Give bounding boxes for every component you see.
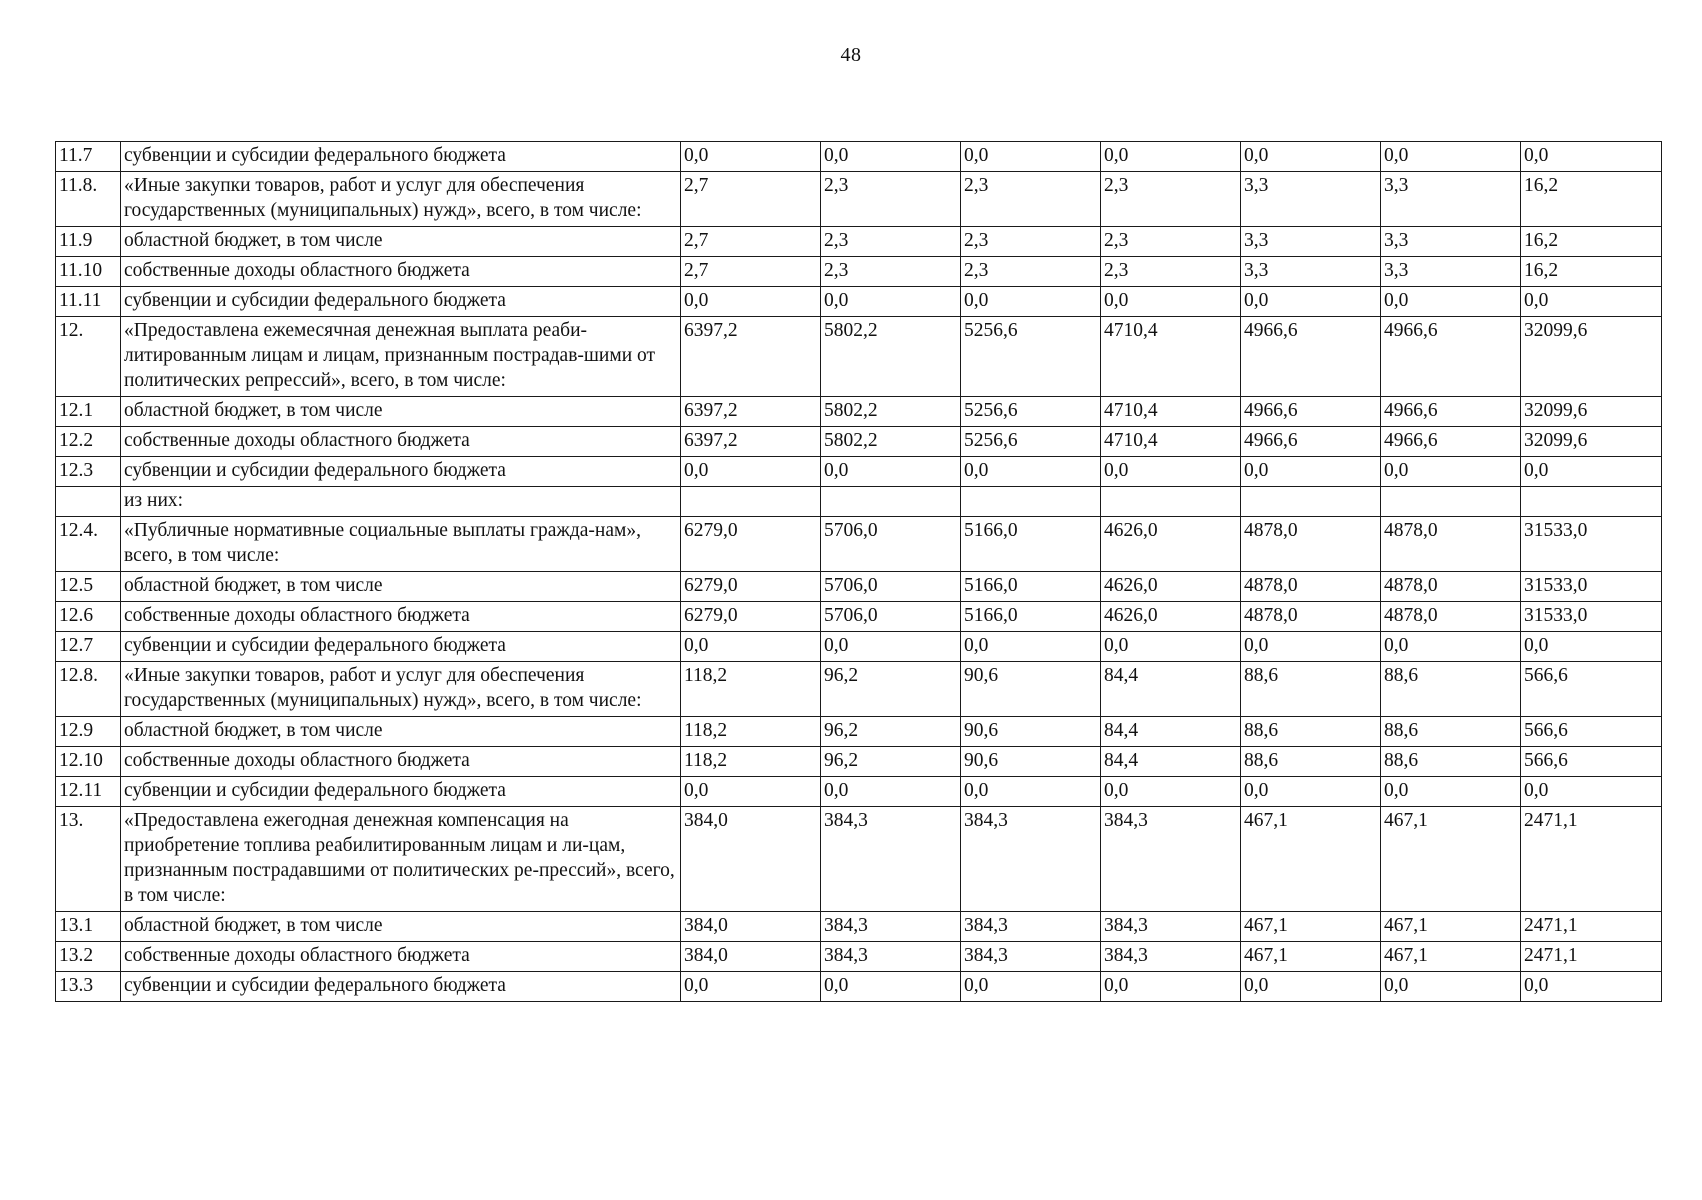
table-row (56, 487, 1662, 517)
value-cell: 4966,6 (1241, 397, 1381, 427)
row-number-cell: 12.9 (56, 717, 121, 747)
value-cell: 2,3 (821, 172, 961, 227)
value-cell: 0,0 (1241, 457, 1381, 487)
value-cell: 4966,6 (1241, 317, 1381, 397)
value-cell: 6397,2 (681, 427, 821, 457)
value-cell: 0,0 (961, 777, 1101, 807)
value-cell: 5166,0 (961, 602, 1101, 632)
value-cell: 88,6 (1381, 717, 1521, 747)
table-row (56, 397, 1662, 427)
table-row (56, 572, 1662, 602)
value-cell: 4878,0 (1381, 572, 1521, 602)
value-cell: 0,0 (961, 142, 1101, 172)
value-cell: 0,0 (961, 972, 1101, 1002)
value-cell: 0,0 (1101, 142, 1241, 172)
row-number-cell: 11.8. (56, 172, 121, 227)
value-cell: 0,0 (1381, 972, 1521, 1002)
value-cell: 384,0 (681, 912, 821, 942)
table-row (56, 142, 1662, 172)
total-value-cell: 0,0 (1521, 777, 1662, 807)
value-cell: 84,4 (1101, 662, 1241, 717)
value-cell: 96,2 (821, 747, 961, 777)
total-value-cell: 31533,0 (1521, 602, 1662, 632)
value-cell: 0,0 (1101, 287, 1241, 317)
table-row (56, 517, 1662, 572)
row-name-cell: областной бюджет, в том числе (121, 397, 681, 427)
value-cell: 5706,0 (821, 572, 961, 602)
value-cell: 4878,0 (1381, 602, 1521, 632)
value-cell: 2,3 (961, 172, 1101, 227)
value-cell: 6279,0 (681, 517, 821, 572)
row-number-cell: 11.7 (56, 142, 121, 172)
value-cell: 6279,0 (681, 572, 821, 602)
value-cell: 96,2 (821, 662, 961, 717)
table-row (56, 717, 1662, 747)
total-value-cell: 566,6 (1521, 662, 1662, 717)
value-cell: 88,6 (1241, 717, 1381, 747)
value-cell: 5802,2 (821, 427, 961, 457)
row-name-cell: областной бюджет, в том числе (121, 717, 681, 747)
value-cell: 0,0 (1101, 972, 1241, 1002)
row-name-cell: собственные доходы областного бюджета (121, 257, 681, 287)
value-cell (961, 487, 1101, 517)
value-cell: 4710,4 (1101, 317, 1241, 397)
value-cell: 0,0 (1381, 632, 1521, 662)
value-cell: 90,6 (961, 747, 1101, 777)
row-name-cell: «Публичные нормативные социальные выплаты гражда-нам», всего, в том числе: (121, 517, 681, 572)
value-cell: 5706,0 (821, 602, 961, 632)
table-row (56, 427, 1662, 457)
value-cell: 4710,4 (1101, 397, 1241, 427)
value-cell: 0,0 (961, 287, 1101, 317)
total-value-cell: 0,0 (1521, 632, 1662, 662)
page-number: 48 (840, 44, 862, 66)
value-cell: 4966,6 (1381, 427, 1521, 457)
total-value-cell: 31533,0 (1521, 517, 1662, 572)
row-number-cell: 13.2 (56, 942, 121, 972)
table-row (56, 942, 1662, 972)
value-cell: 2,3 (821, 257, 961, 287)
value-cell: 4966,6 (1381, 317, 1521, 397)
row-number-cell: 12.7 (56, 632, 121, 662)
value-cell: 0,0 (821, 777, 961, 807)
value-cell: 2,7 (681, 257, 821, 287)
value-cell: 0,0 (821, 457, 961, 487)
value-cell: 0,0 (681, 142, 821, 172)
row-number-cell: 12. (56, 317, 121, 397)
value-cell: 2,3 (961, 257, 1101, 287)
value-cell: 2,3 (961, 227, 1101, 257)
value-cell: 0,0 (1101, 632, 1241, 662)
table-row (56, 747, 1662, 777)
value-cell: 0,0 (821, 142, 961, 172)
value-cell: 4878,0 (1381, 517, 1521, 572)
value-cell: 84,4 (1101, 717, 1241, 747)
table-row (56, 632, 1662, 662)
value-cell: 384,3 (961, 942, 1101, 972)
value-cell: 0,0 (1241, 972, 1381, 1002)
total-value-cell: 2471,1 (1521, 807, 1662, 912)
value-cell: 0,0 (1241, 632, 1381, 662)
row-name-cell: областной бюджет, в том числе (121, 572, 681, 602)
table-row (56, 287, 1662, 317)
row-number-cell: 13.3 (56, 972, 121, 1002)
value-cell: 2,7 (681, 172, 821, 227)
row-name-cell: из них: (121, 487, 681, 517)
value-cell: 4966,6 (1241, 427, 1381, 457)
table-row (56, 777, 1662, 807)
value-cell: 0,0 (1101, 777, 1241, 807)
row-number-cell: 13. (56, 807, 121, 912)
value-cell: 4878,0 (1241, 517, 1381, 572)
value-cell: 90,6 (961, 662, 1101, 717)
value-cell: 467,1 (1241, 912, 1381, 942)
value-cell (1241, 487, 1381, 517)
value-cell: 6397,2 (681, 317, 821, 397)
value-cell: 384,3 (1101, 942, 1241, 972)
value-cell: 384,3 (961, 807, 1101, 912)
table-row (56, 912, 1662, 942)
row-number-cell: 12.1 (56, 397, 121, 427)
value-cell: 384,3 (1101, 807, 1241, 912)
value-cell: 88,6 (1381, 662, 1521, 717)
value-cell: 88,6 (1241, 662, 1381, 717)
value-cell (681, 487, 821, 517)
row-name-cell: «Иные закупки товаров, работ и услуг для обеспечения государственных (муниципальных) нужд», всего, в том числе: (121, 662, 681, 717)
value-cell: 5802,2 (821, 397, 961, 427)
value-cell: 384,3 (1101, 912, 1241, 942)
value-cell: 88,6 (1241, 747, 1381, 777)
row-name-cell: областной бюджет, в том числе (121, 227, 681, 257)
row-name-cell: «Предоставлена ежегодная денежная компенсация на приобретение топлива реабилитированным лицам и ли-цам, признанным пострадавшими от политических ре-прессий», всего, в том числе: (121, 807, 681, 912)
value-cell: 5802,2 (821, 317, 961, 397)
value-cell: 467,1 (1381, 942, 1521, 972)
value-cell: 88,6 (1381, 747, 1521, 777)
value-cell: 384,0 (681, 942, 821, 972)
value-cell: 384,3 (821, 807, 961, 912)
value-cell: 4878,0 (1241, 602, 1381, 632)
table-row (56, 807, 1662, 912)
value-cell: 5256,6 (961, 397, 1101, 427)
row-number-cell: 12.5 (56, 572, 121, 602)
value-cell: 2,3 (1101, 227, 1241, 257)
value-cell: 5256,6 (961, 317, 1101, 397)
row-name-cell: областной бюджет, в том числе (121, 912, 681, 942)
row-number-cell: 12.11 (56, 777, 121, 807)
total-value-cell: 566,6 (1521, 747, 1662, 777)
value-cell (1101, 487, 1241, 517)
total-value-cell (1521, 487, 1662, 517)
table-body (56, 142, 1662, 1002)
budget-table (55, 141, 1662, 1002)
row-name-cell: субвенции и субсидии федерального бюджета (121, 457, 681, 487)
value-cell: 90,6 (961, 717, 1101, 747)
total-value-cell: 0,0 (1521, 972, 1662, 1002)
value-cell: 0,0 (961, 632, 1101, 662)
row-number-cell (56, 487, 121, 517)
value-cell: 0,0 (681, 632, 821, 662)
row-name-cell: субвенции и субсидии федерального бюджета (121, 777, 681, 807)
value-cell: 84,4 (1101, 747, 1241, 777)
row-number-cell: 13.1 (56, 912, 121, 942)
value-cell: 0,0 (1241, 777, 1381, 807)
value-cell: 384,0 (681, 807, 821, 912)
row-name-cell: «Предоставлена ежемесячная денежная выплата реаби-литированным лицам и лицам, признанным пострадав-шими от политических репрессий», всего, в том числе: (121, 317, 681, 397)
value-cell: 0,0 (681, 972, 821, 1002)
row-number-cell: 12.8. (56, 662, 121, 717)
value-cell: 5256,6 (961, 427, 1101, 457)
value-cell: 4878,0 (1241, 572, 1381, 602)
value-cell: 467,1 (1241, 942, 1381, 972)
row-name-cell: собственные доходы областного бюджета (121, 942, 681, 972)
row-number-cell: 12.2 (56, 427, 121, 457)
value-cell: 2,3 (821, 227, 961, 257)
value-cell: 3,3 (1381, 172, 1521, 227)
value-cell: 0,0 (821, 972, 961, 1002)
row-name-cell: субвенции и субсидии федерального бюджета (121, 972, 681, 1002)
total-value-cell: 16,2 (1521, 227, 1662, 257)
row-number-cell: 12.10 (56, 747, 121, 777)
value-cell: 118,2 (681, 662, 821, 717)
table-row (56, 317, 1662, 397)
value-cell: 4626,0 (1101, 602, 1241, 632)
row-number-cell: 11.9 (56, 227, 121, 257)
value-cell: 2,3 (1101, 257, 1241, 287)
value-cell: 0,0 (681, 287, 821, 317)
value-cell: 0,0 (961, 457, 1101, 487)
row-name-cell: собственные доходы областного бюджета (121, 602, 681, 632)
value-cell: 2,7 (681, 227, 821, 257)
value-cell: 384,3 (821, 912, 961, 942)
value-cell: 4626,0 (1101, 517, 1241, 572)
value-cell: 0,0 (681, 457, 821, 487)
row-name-cell: субвенции и субсидии федерального бюджета (121, 142, 681, 172)
total-value-cell: 32099,6 (1521, 317, 1662, 397)
row-number-cell: 11.11 (56, 287, 121, 317)
table-row (56, 602, 1662, 632)
value-cell: 0,0 (1381, 287, 1521, 317)
value-cell: 3,3 (1241, 227, 1381, 257)
total-value-cell: 566,6 (1521, 717, 1662, 747)
value-cell (821, 487, 961, 517)
value-cell: 0,0 (821, 632, 961, 662)
value-cell: 5166,0 (961, 572, 1101, 602)
row-number-cell: 11.10 (56, 257, 121, 287)
value-cell: 3,3 (1241, 172, 1381, 227)
row-number-cell: 12.4. (56, 517, 121, 572)
value-cell: 0,0 (1241, 142, 1381, 172)
value-cell: 467,1 (1241, 807, 1381, 912)
value-cell: 2,3 (1101, 172, 1241, 227)
total-value-cell: 0,0 (1521, 457, 1662, 487)
total-value-cell: 2471,1 (1521, 912, 1662, 942)
value-cell: 3,3 (1381, 257, 1521, 287)
value-cell: 384,3 (961, 912, 1101, 942)
table-row (56, 257, 1662, 287)
total-value-cell: 16,2 (1521, 172, 1662, 227)
total-value-cell: 32099,6 (1521, 427, 1662, 457)
value-cell: 0,0 (681, 777, 821, 807)
value-cell: 4626,0 (1101, 572, 1241, 602)
value-cell: 96,2 (821, 717, 961, 747)
table-row (56, 457, 1662, 487)
row-name-cell: субвенции и субсидии федерального бюджета (121, 287, 681, 317)
value-cell: 118,2 (681, 717, 821, 747)
value-cell: 0,0 (1241, 287, 1381, 317)
value-cell: 4966,6 (1381, 397, 1521, 427)
row-name-cell: собственные доходы областного бюджета (121, 747, 681, 777)
value-cell (1381, 487, 1521, 517)
total-value-cell: 31533,0 (1521, 572, 1662, 602)
value-cell: 0,0 (821, 287, 961, 317)
row-number-cell: 12.6 (56, 602, 121, 632)
table-row (56, 972, 1662, 1002)
value-cell: 467,1 (1381, 807, 1521, 912)
value-cell: 6279,0 (681, 602, 821, 632)
value-cell: 0,0 (1101, 457, 1241, 487)
value-cell: 4710,4 (1101, 427, 1241, 457)
total-value-cell: 2471,1 (1521, 942, 1662, 972)
total-value-cell: 16,2 (1521, 257, 1662, 287)
value-cell: 0,0 (1381, 777, 1521, 807)
row-name-cell: «Иные закупки товаров, работ и услуг для обеспечения государственных (муниципальных) нужд», всего, в том числе: (121, 172, 681, 227)
value-cell: 0,0 (1381, 142, 1521, 172)
value-cell: 0,0 (1381, 457, 1521, 487)
total-value-cell: 32099,6 (1521, 397, 1662, 427)
value-cell: 3,3 (1381, 227, 1521, 257)
row-number-cell: 12.3 (56, 457, 121, 487)
row-name-cell: субвенции и субсидии федерального бюджета (121, 632, 681, 662)
total-value-cell: 0,0 (1521, 287, 1662, 317)
value-cell: 5166,0 (961, 517, 1101, 572)
table-row (56, 662, 1662, 717)
value-cell: 467,1 (1381, 912, 1521, 942)
row-name-cell: собственные доходы областного бюджета (121, 427, 681, 457)
table-row (56, 227, 1662, 257)
value-cell: 3,3 (1241, 257, 1381, 287)
value-cell: 5706,0 (821, 517, 961, 572)
value-cell: 118,2 (681, 747, 821, 777)
value-cell: 384,3 (821, 942, 961, 972)
value-cell: 6397,2 (681, 397, 821, 427)
table-row (56, 172, 1662, 227)
total-value-cell: 0,0 (1521, 142, 1662, 172)
